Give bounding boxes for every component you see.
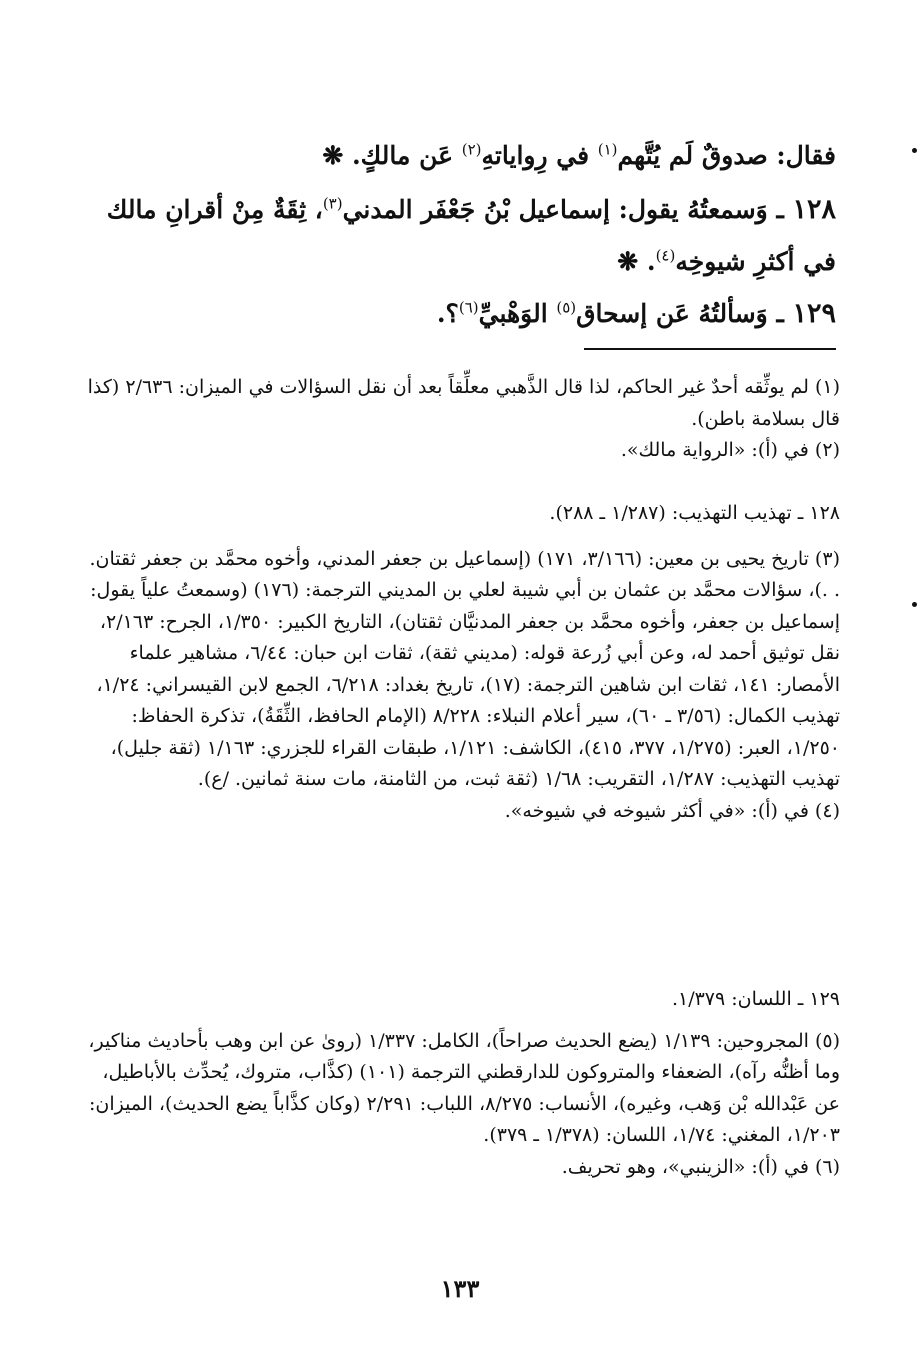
entry-129-number: ١٢٩ — [792, 298, 836, 329]
line1-end: عَن مالكٍ. ❋ — [322, 141, 462, 170]
footnote-5: (٥) المجروحين: ١/١٣٩ (يضع الحديث صراحاً)، الكامل: ١/٣٣٧ (روىٰ عن ابن وهب بأحاديث مناكير، وما أظنُّه رآه)، الضعفاء والمتروكون للدارقطني الترجمة (١٠١) (كذَّاب، متروك، يُحدِّث بالأباطيل، عن عَبْدالله بْن وَهب، وغيره)، الأنساب: ٨/٢٧٥، اللباب: ٢/٢٩١ (وكان كذَّاباً يضع الحديث)، الميزان: ١/٢٠٣، المغني: ١/٧٤، اللسان: (١/٣٧٨ ـ ٣٧٩). — [88, 1029, 840, 1146]
footnote-2: (٢) في (أ): «الرواية مالك». — [620, 439, 840, 461]
footnotes-block-128 — [82, 498, 840, 827]
entry-128-text-b: ، ثِقَةٌ مِنْ أقرانِ مالك في أكثرِ شيوخِه — [106, 195, 836, 276]
footnote-divider — [584, 348, 836, 350]
page-number: ١٣٣ — [440, 1274, 480, 1303]
entry-128-text-c: . ❋ — [617, 247, 656, 276]
entry-129 — [80, 288, 836, 340]
footnotes-block-1 — [82, 372, 840, 467]
main-line-1 — [80, 130, 836, 182]
footnote-ref-3[interactable]: (٣) — [322, 194, 343, 213]
line1-mid: في رِواياتهِ — [481, 141, 598, 170]
entry-128-text-a: ـ وَسمعتُهُ يقول: إسماعيل بْنُ جَعْفَر المدني — [342, 195, 793, 224]
footnote-3: (٣) تاريخ يحيى بن معين: (٣/١٦٦، ١٧١) (إسماعيل بن جعفر المدني، وأخوه محمَّد بن جعفر ثقتان. . .)، سؤالات محمَّد بن عثمان بن أبي شيبة لعلي بن المديني الترجمة: (١٧٦) (وسمعتُ علياً يقول: إسماعيل بن جعفر، وأخوه محمَّد بن جعفر المدنيَّان ثقتان)، التاريخ الكبير: ١/٣٥٠، الجرح: ٢/١٦٣، نقل توثيق أحمد له، وعن أبي زُرعة قوله: (مديني ثقة)، ثقات ابن حبان: ٦/٤٤، مشاهير علماء الأمصار: ١٤١، ثقات ابن شاهين الترجمة: (١٧)، تاريخ بغداد: ٦/٢١٨، الجمع لابن القيسراني: ١/٢٤، تهذيب الكمال: (٣/٥٦ ـ ٦٠)، سير أعلام النبلاء: ٨/٢٢٨ (الإمام الحافظ، الثِّقَةُ)، تذكرة الحفاظ: ١/٢٥٠، العبر: (١/٢٧٥، ٣٧٧، ٤١٥)، الكاشف: ١/١٢١، طبقات القراء للجزري: ١/١٦٣ (ثقة جليل)، تهذيب التهذيب: ١/٢٨٧، التقريب: ١/٦٨ (ثقة ثبت، من الثامنة، مات سنة ثمانين. /ع). — [89, 547, 840, 790]
section-128-source: ١٢٨ ـ تهذيب التهذيب: (١/٢٨٧ ـ ٢٨٨). — [549, 502, 840, 524]
section-129-source: ١٢٩ ـ اللسان: ١/٣٧٩. — [671, 988, 840, 1010]
footnote-ref-1[interactable]: (١) — [597, 140, 618, 159]
entry-128-number: ١٢٨ — [792, 194, 836, 225]
main-text — [80, 130, 836, 340]
footnote-ref-4[interactable]: (٤) — [655, 246, 676, 265]
footnote-ref-6[interactable]: (٦) — [458, 298, 479, 317]
entry-128 — [80, 184, 836, 288]
margin-dot-icon — [912, 148, 917, 153]
footnote-1: (١) لم يوثِّقه أحدٌ غير الحاكم، لذا قال الذَّهبي معلِّقاً بعد أن نقل السؤالات في الميزان: ٢/٦٣٦ (كذا قال بسلامة باطن). — [87, 376, 840, 430]
line1-text: فقال: صدوقٌ لَم يُتَّهم — [617, 141, 836, 170]
footnote-6: (٦) في (أ): «الزينبي»، وهو تحريف. — [561, 1155, 840, 1178]
footnotes-block-129 — [82, 984, 840, 1183]
entry-129-text-b: الوَهْبيِّ — [478, 299, 557, 328]
margin-dot-icon — [912, 602, 917, 607]
footnote-4: (٤) في (أ): «في أكثر شيوخه في شيوخه». — [504, 799, 840, 822]
footnote-ref-2[interactable]: (٢) — [461, 140, 482, 159]
entry-129-text-c: ؟. — [436, 299, 459, 328]
entry-129-text-a: ـ وَسألتُهُ عَن إسحاق — [576, 299, 793, 328]
footnote-ref-5[interactable]: (٥) — [556, 298, 577, 317]
